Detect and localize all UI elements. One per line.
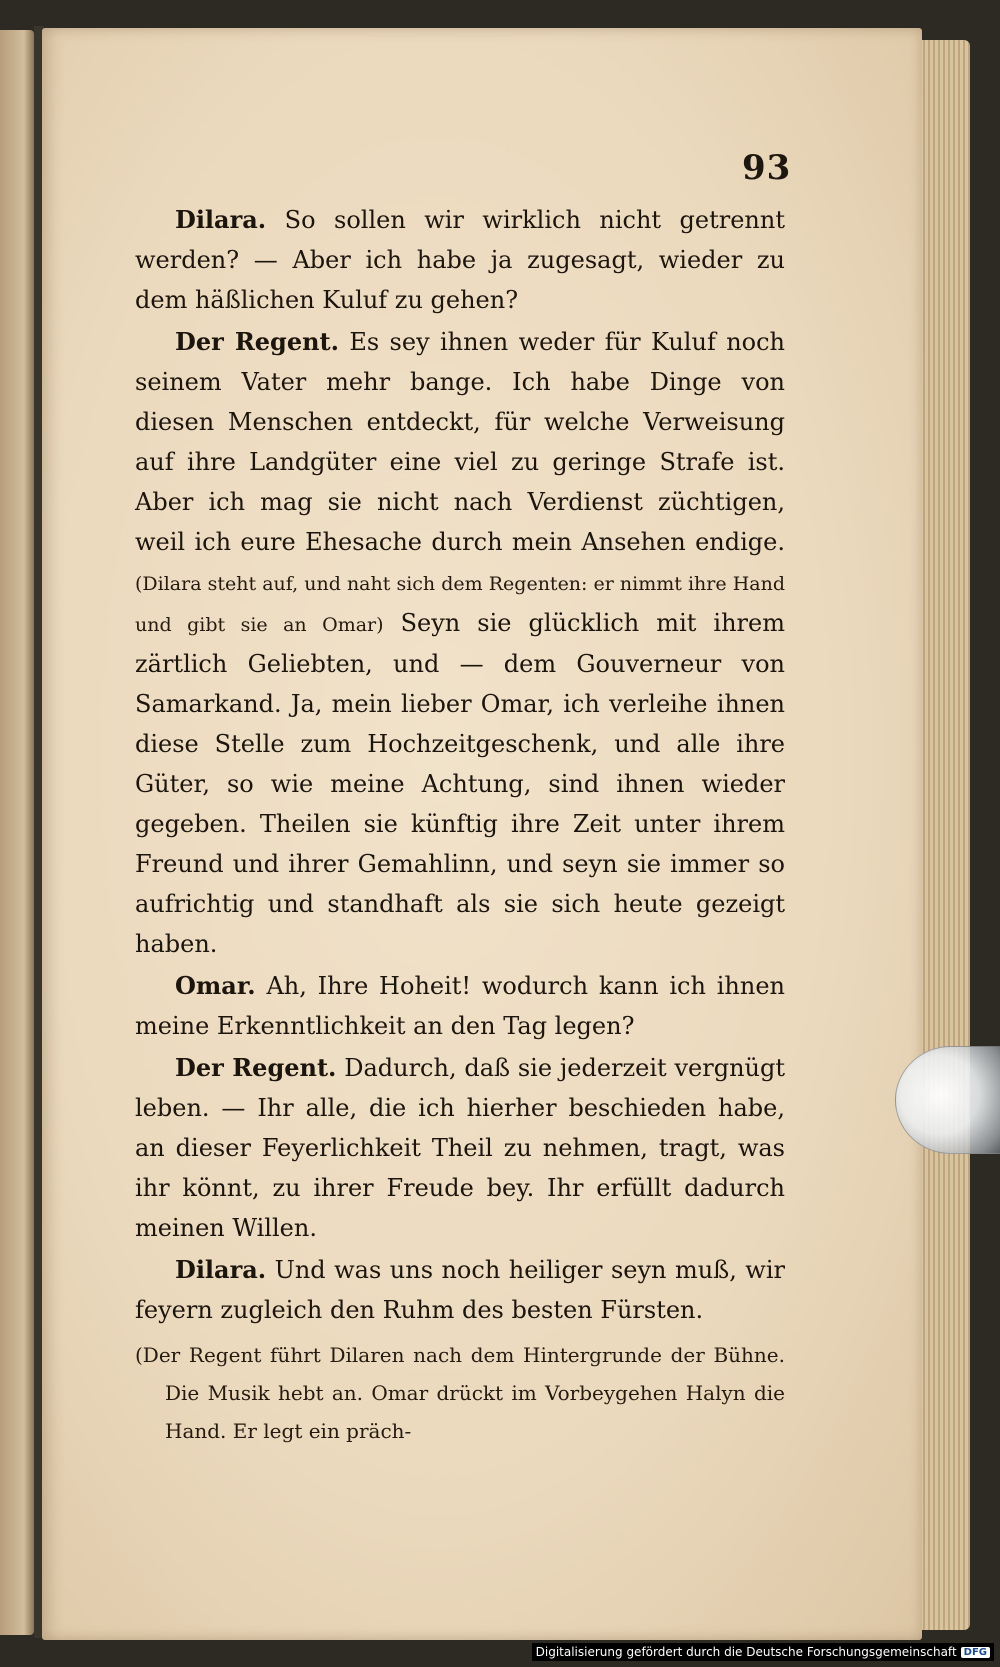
paragraph-5: [135, 1250, 785, 1330]
page-number: 93: [742, 148, 792, 188]
paragraph-2: [135, 322, 785, 964]
page-clip: [895, 1046, 1000, 1154]
paragraph-4: [135, 1048, 785, 1248]
final-stage-direction: (Der Regent führt Dilaren nach dem Hintergrunde der Bühne. Die Musik hebt an. Omar drückt im Vorbeygehen Halyn die Hand. Er legt ein präch-: [135, 1343, 785, 1443]
dialogue-text: So sollen wir wirklich nicht getrennt werden? — Aber ich habe ja zugesagt, wieder zu dem häßlichen Kuluf zu gehen?: [135, 206, 785, 314]
speaker-name: Der Regent.: [175, 327, 339, 356]
paragraph-1: [135, 200, 785, 320]
paragraph-3: [135, 966, 785, 1046]
digitization-credit: [532, 1643, 994, 1661]
stage-direction: (Dilara steht auf, und naht sich dem Regenten: er nimmt ihre Hand und gibt sie an Omar): [135, 573, 785, 636]
dfg-logo: DFG: [961, 1647, 990, 1658]
dialogue-text: Ah, Ihre Hoheit! wodurch kann ich ihnen meine Erkenntlichkeit an den Tag legen?: [135, 972, 785, 1040]
dialogue-text: Seyn sie glücklich mit ihrem zärtlich Geliebten, und — dem Gouverneur von Samarkand. Ja, mein lieber Omar, ich verleihe ihnen diese Stelle zum Hochzeitgeschenk, und alle ihre Güter, so wie meine Achtung, sind ihnen wieder gegeben. Theilen sie künftig ihre Zeit unter ihrem Freund und ihrer Gemahlinn, und seyn sie immer so aufrichtig und standhaft als sie sich heute gezeigt haben.: [135, 609, 785, 958]
speaker-name: Der Regent.: [175, 1053, 337, 1082]
dialogue-text: Und was uns noch heiliger seyn muß, wir feyern zugleich den Ruhm des besten Fürsten.: [135, 1256, 785, 1324]
speaker-name: Dilara.: [175, 1255, 267, 1284]
page-text: [135, 200, 785, 1450]
speaker-name: Omar.: [175, 971, 256, 1000]
speaker-name: Dilara.: [175, 205, 267, 234]
credit-text: Digitalisierung gefördert durch die Deutsche Forschungsgemeinschaft: [535, 1645, 957, 1659]
dialogue-text: Es sey ihnen weder für Kuluf noch seinem Vater mehr bange. Ich habe Dinge von diesen Menschen entdeckt, für welche Verweisung auf ihre Landgüter eine viel zu geringe Strafe ist. Aber ich mag sie nicht nach Verdienst züchtigen, weil ich eure Ehesache durch mein Ansehen endige.: [135, 328, 785, 556]
dialogue-text: Dadurch, daß sie jederzeit vergnügt leben. — Ihr alle, die ich hierher beschieden habe, an dieser Feyerlichkeit Theil zu nehmen, tragt, was ihr könnt, zu ihrer Freude bey. Ihr erfüllt dadurch meinen Willen.: [135, 1054, 785, 1242]
left-page-edge: [0, 30, 34, 1635]
